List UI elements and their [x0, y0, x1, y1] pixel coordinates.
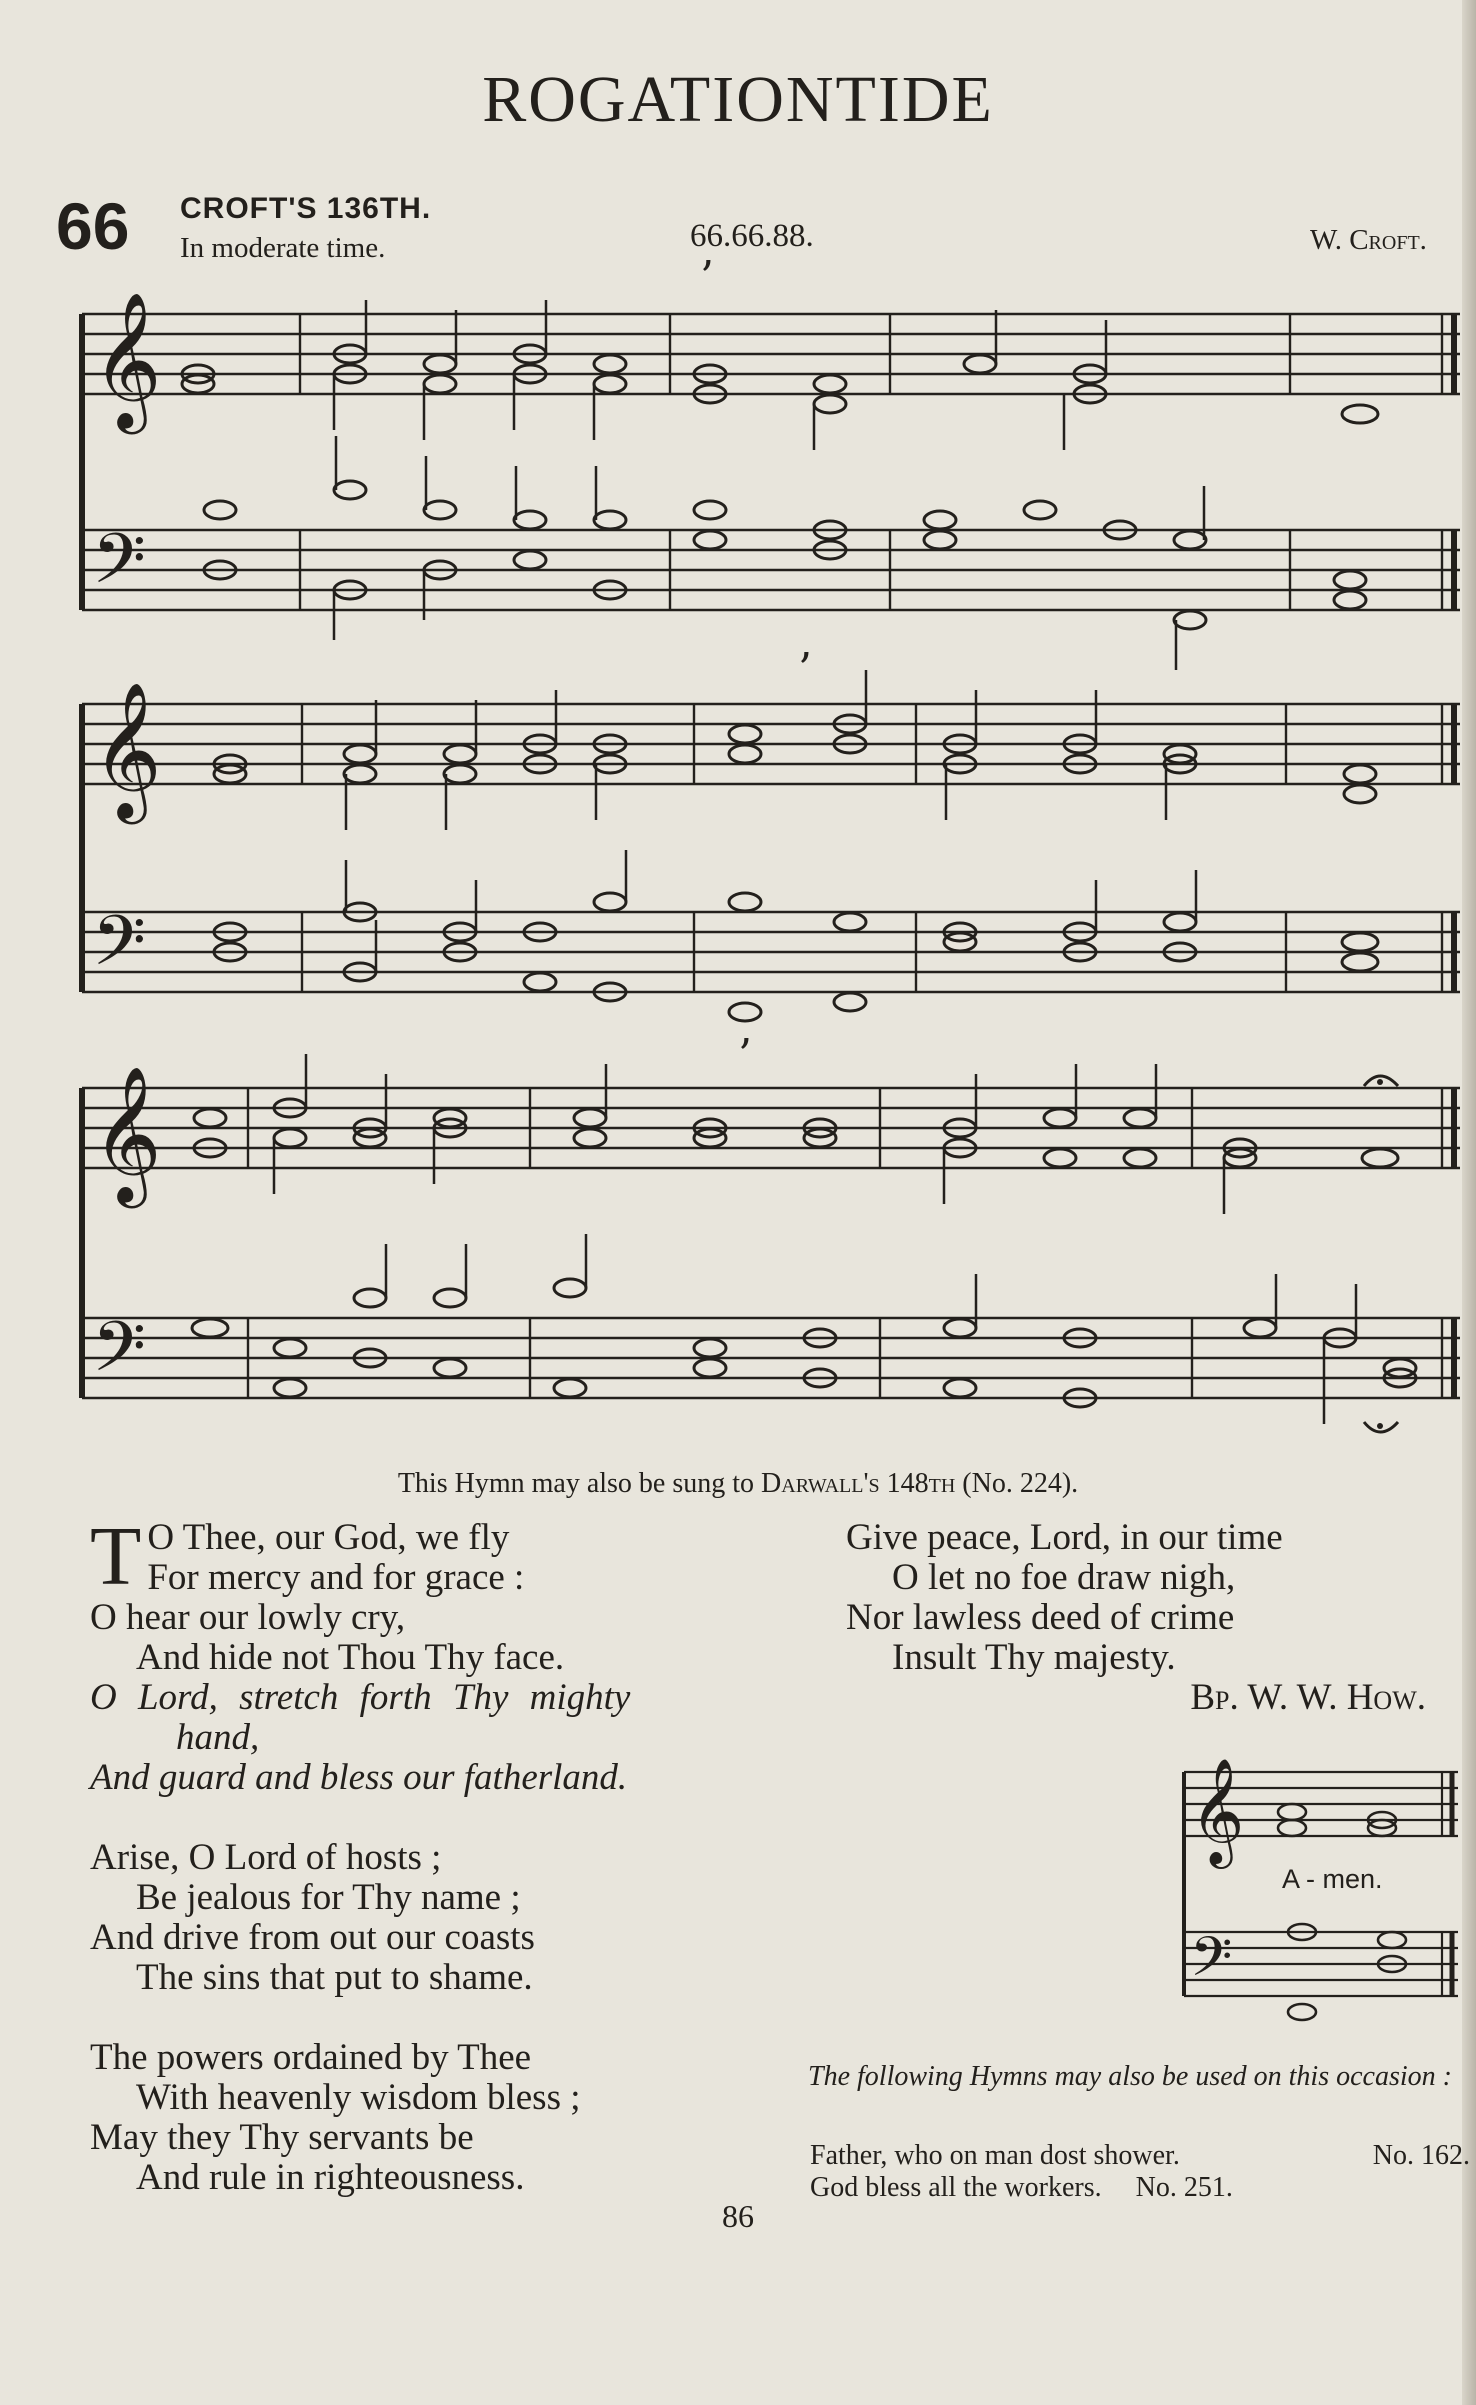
verses-left-column [90, 1510, 770, 2238]
verse-line: For mercy and for grace : [147, 1557, 525, 1598]
page-number: 86 [722, 2198, 754, 2234]
treble-clef-icon [92, 290, 162, 434]
breath-mark-icon: ’ [738, 1030, 752, 1081]
breath-mark-icon: ’ [798, 644, 812, 695]
stanza-3 [90, 2038, 770, 2198]
drop-cap: T [90, 1510, 142, 1603]
score-system-2-svg [80, 644, 1460, 1030]
svg-text:𝄢: 𝄢 [92, 518, 147, 616]
treble-clef-icon: 𝄞 [92, 680, 162, 818]
alternative-tune-note: This Hymn may also be sung to Darwall's 148th (No. 224). [397, 1468, 1079, 1499]
verse-line: O hear our lowly cry, [90, 1597, 406, 1638]
verse-line: And hide not Thou Thy face. [136, 1637, 565, 1678]
verse-line: May they Thy servants be [90, 2117, 474, 2158]
tempo-marking: In moderate time. [180, 232, 386, 264]
verse-line: And rule in righteousness. [136, 2157, 525, 2198]
list-item [810, 2140, 1470, 2172]
stanza-1 [90, 1510, 770, 1798]
verse-line: Arise, O Lord of hosts ; [90, 1837, 442, 1878]
author-attribution: Bp. W. W. How. [1190, 1677, 1426, 1718]
music-system-2 [80, 644, 1460, 1030]
score-system-1-svg [80, 252, 1460, 660]
verse-line: Be jealous for Thy name ; [136, 1877, 521, 1918]
verse-line: The powers ordained by Thee [90, 2037, 532, 2078]
verse-line: O let no foe draw nigh, [892, 1557, 1236, 1598]
verse-line: O Thee, our God, we fly [147, 1517, 510, 1558]
hymn-title: Father, who on man dost shower. [810, 2140, 1180, 2171]
treble-clef-icon: 𝄞 [92, 1064, 162, 1202]
verse-line: And drive from out our coasts [90, 1917, 535, 1958]
verse-line: With heavenly wisdom bless ; [136, 2077, 581, 2118]
hymn-number: 66 [56, 189, 130, 263]
hymn-title: God bless all the workers. [810, 2172, 1102, 2203]
bass-clef-icon: 𝄢 [1190, 1925, 1233, 2002]
verses-right-column [846, 1518, 1426, 1718]
meter: 66.66.88. [690, 218, 814, 254]
verse-line: Give peace, Lord, in our time [846, 1517, 1283, 1558]
hymn-ref: No. 251. [1135, 2172, 1233, 2203]
tune-name: CROFT'S 136TH. [180, 192, 432, 225]
page-edge-shadow [1462, 0, 1476, 2405]
score-system-3-svg [80, 1030, 1460, 1444]
svg-text:𝄞: 𝄞 [92, 290, 162, 428]
verse-line: The sins that put to shame. [136, 1957, 533, 1998]
amen-score [1182, 1757, 1458, 2002]
music-system-3 [80, 1030, 1460, 1444]
music-system-1 [80, 252, 1460, 660]
stanza-2 [90, 1838, 770, 1998]
refrain-line: O Lord, stretch forth Thy mighty [90, 1677, 631, 1718]
composer: W. Croft. [1310, 224, 1427, 256]
stanza-4 [846, 1518, 1426, 1718]
bass-clef-icon: 𝄢 [92, 900, 147, 998]
treble-clef-icon: 𝄞 [1190, 1757, 1245, 1864]
following-hymns-list [810, 2140, 1470, 2204]
refrain-line: hand, [176, 1717, 260, 1758]
section-title: ROGATIONTIDE [482, 63, 994, 136]
bass-clef-icon: 𝄢 [92, 1306, 147, 1404]
amen-score-svg [1182, 1757, 1458, 2002]
amen-lyric: A - men. [1282, 1864, 1383, 1894]
following-hymns-note: The following Hymns may also be used on this occasion : [808, 2061, 1452, 2092]
bass-clef-icon [92, 518, 146, 616]
refrain-line: And guard and bless our fatherland. [90, 1757, 628, 1798]
verse-line: Nor lawless deed of crime [846, 1597, 1235, 1638]
breath-mark-icon: ’ [700, 252, 714, 303]
verse-line: Insult Thy majesty. [892, 1637, 1176, 1678]
hymn-ref: No. 162. [1372, 2140, 1470, 2171]
